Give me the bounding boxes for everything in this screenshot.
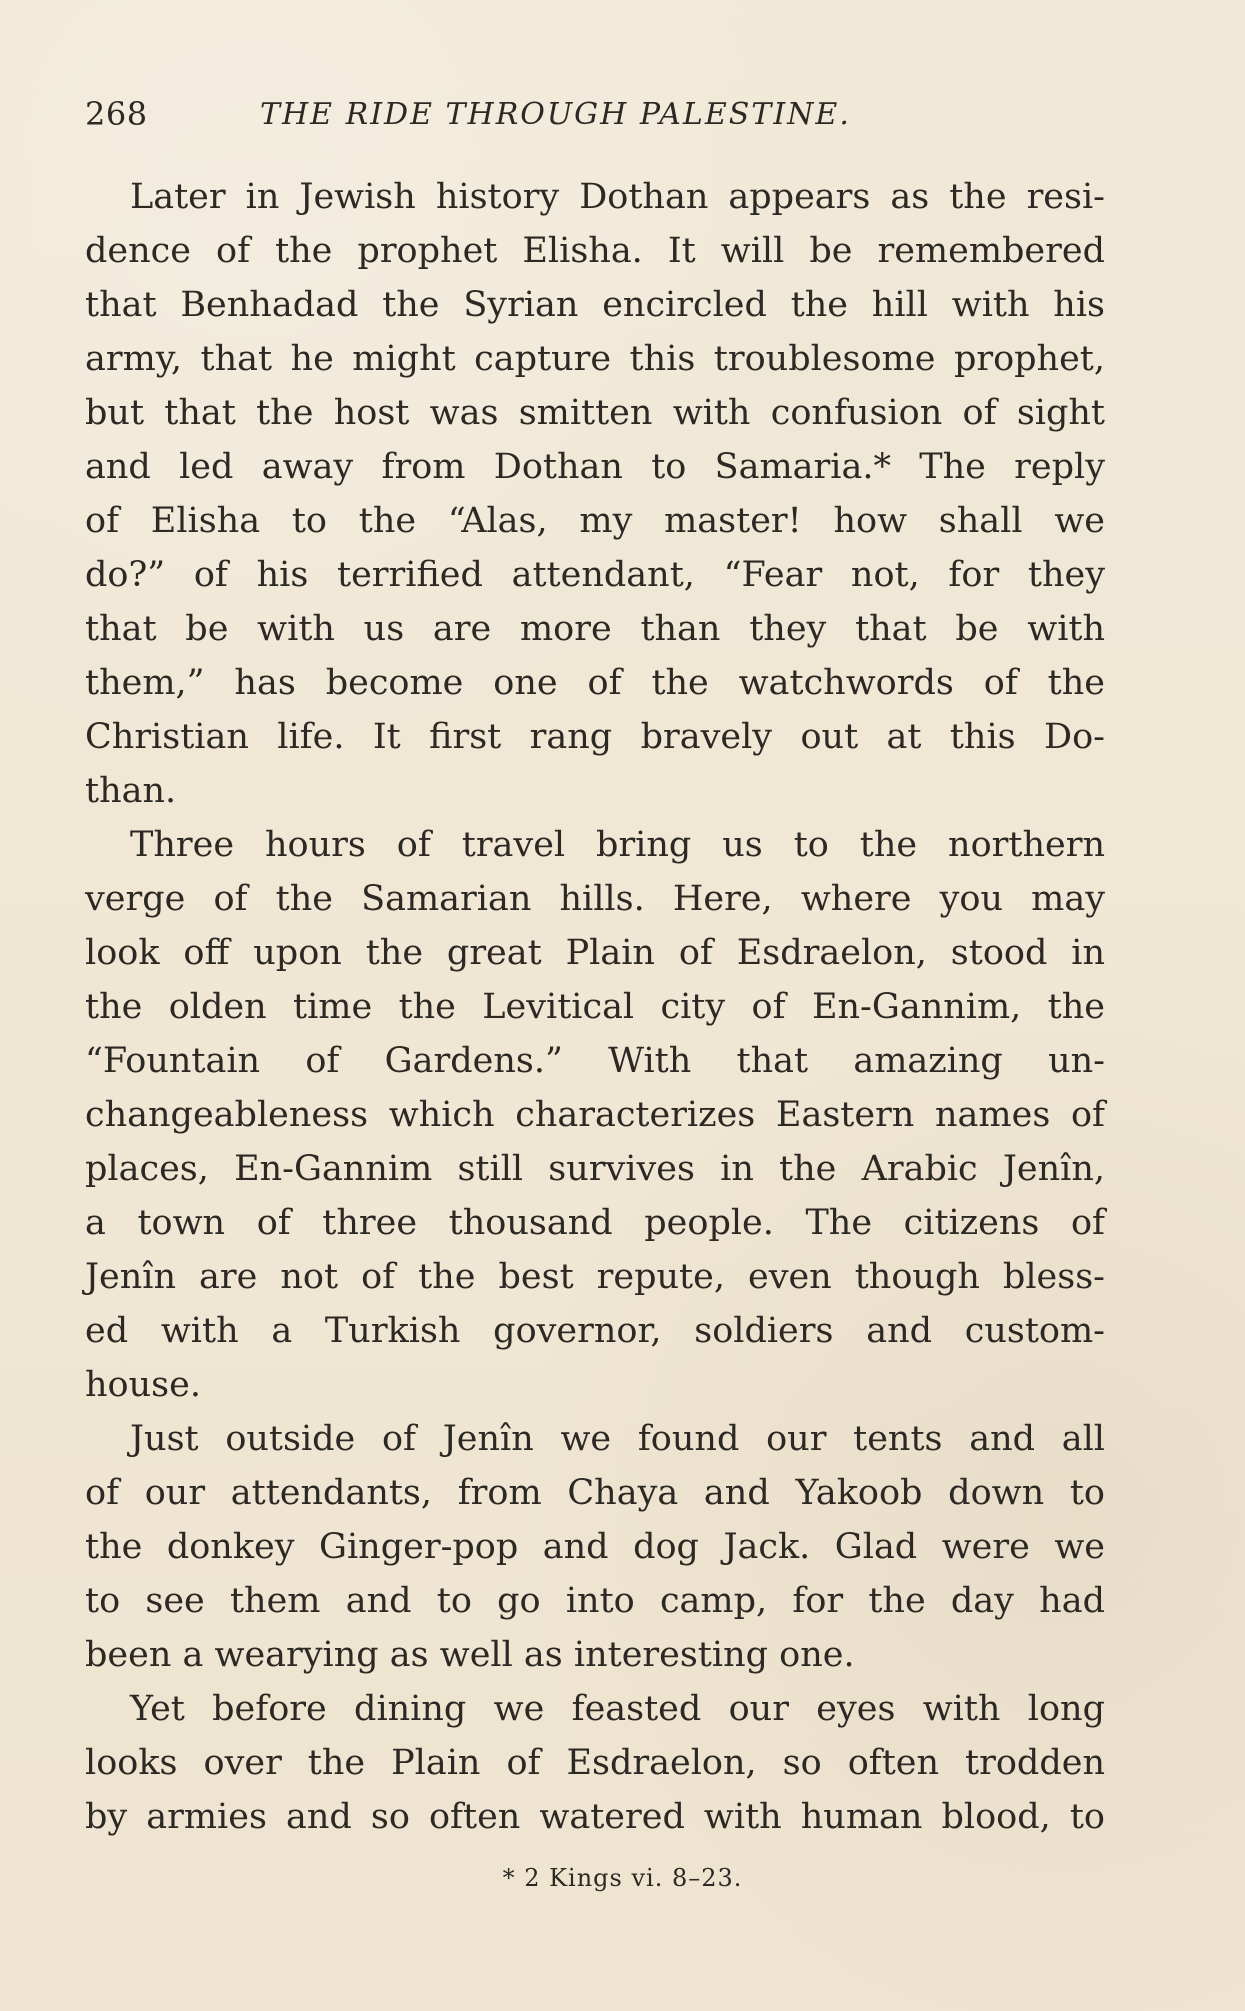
paragraph-line: Jenîn are not of the best repute, even though bless- bbox=[85, 1257, 1105, 1297]
paragraph-line: Three hours of travel bring us to the northern bbox=[130, 825, 1105, 865]
paragraph-line: Later in Jewish history Dothan appears as the resi- bbox=[130, 177, 1105, 217]
paragraph-line: Just outside of Jenîn we found our tents and all bbox=[130, 1419, 1105, 1459]
paragraph-line: house. bbox=[85, 1365, 201, 1405]
running-head: THE RIDE THROUGH PALESTINE. bbox=[260, 97, 851, 132]
paragraph-line: “Fountain of Gardens.” With that amazing un- bbox=[85, 1041, 1105, 1081]
paragraph-line: by armies and so often watered with human blood, to bbox=[85, 1797, 1105, 1837]
paragraph-line: than. bbox=[85, 771, 177, 811]
page-number: 268 bbox=[85, 95, 148, 133]
paragraph-line: but that the host was smitten with confusion of sight bbox=[85, 393, 1105, 433]
paragraph-line: dence of the prophet Elisha. It will be remembered bbox=[85, 231, 1105, 271]
paragraph-line: of our attendants, from Chaya and Yakoob down to bbox=[85, 1473, 1105, 1513]
page-header bbox=[85, 95, 1105, 135]
paragraph-line: verge of the Samarian hills. Here, where you may bbox=[85, 879, 1105, 919]
paragraph-2 bbox=[85, 818, 1105, 1412]
paragraph-line: and led away from Dothan to Samaria.* The reply bbox=[85, 447, 1105, 487]
paragraph-line: places, En-Gannim still survives in the Arabic Jenîn, bbox=[85, 1149, 1105, 1189]
paragraph-4 bbox=[85, 1682, 1105, 1844]
paragraph-line: that Benhadad the Syrian encircled the hill with his bbox=[85, 285, 1105, 325]
paragraph-line: them,” has become one of the watchwords of the bbox=[85, 663, 1105, 703]
paragraph-line: the olden time the Levitical city of En-Gannim, the bbox=[85, 987, 1105, 1027]
paragraph-line: Yet before dining we feasted our eyes with long bbox=[130, 1689, 1105, 1729]
paragraph-3 bbox=[85, 1412, 1105, 1682]
paragraph-line: ed with a Turkish governor, soldiers and custom- bbox=[85, 1311, 1105, 1351]
paragraph-line: to see them and to go into camp, for the day had bbox=[85, 1581, 1105, 1621]
main-text bbox=[85, 170, 1105, 1844]
paragraph-line: the donkey Ginger-pop and dog Jack. Glad were we bbox=[85, 1527, 1105, 1567]
paragraph-line: of Elisha to the “Alas, my master! how shall we bbox=[85, 501, 1105, 541]
paragraph-line: Christian life. It first rang bravely out at this Do- bbox=[85, 717, 1105, 757]
paragraph-line: a town of three thousand people. The citizens of bbox=[85, 1203, 1105, 1243]
footnote: * 2 Kings vi. 8–23. bbox=[502, 1864, 743, 1892]
paragraph-line: do?” of his terrified attendant, “Fear not, for they bbox=[85, 555, 1105, 595]
paragraph-line: changeableness which characterizes Eastern names of bbox=[85, 1095, 1105, 1135]
paragraph-line: that be with us are more than they that be with bbox=[85, 609, 1105, 649]
paragraph-line: been a wearying as well as interesting one. bbox=[85, 1635, 855, 1675]
paragraph-line: look off upon the great Plain of Esdraelon, stood in bbox=[85, 933, 1105, 973]
paragraph-line: army, that he might capture this troublesome prophet, bbox=[85, 339, 1105, 379]
paragraph-1 bbox=[85, 170, 1105, 818]
paragraph-line: looks over the Plain of Esdraelon, so often trodden bbox=[85, 1743, 1105, 1783]
